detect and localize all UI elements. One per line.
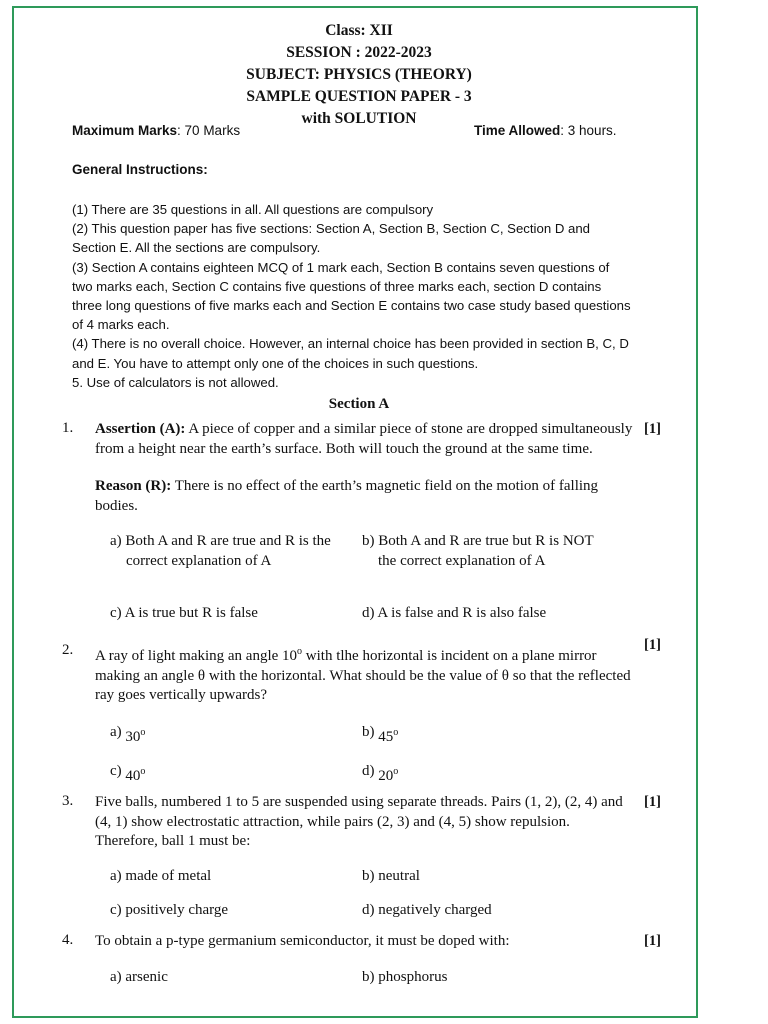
question-3-option-d[interactable]: d) negatively charged [362, 902, 492, 918]
question-1-reason [95, 477, 635, 516]
question-2-text [95, 642, 635, 706]
instructions-title: General Instructions: [72, 162, 208, 177]
instruction-item: 5. Use of calculators is not allowed. [72, 374, 279, 390]
solution-heading: with SOLUTION [301, 110, 417, 127]
question-4-text: To obtain a p-type germanium semiconductor, it must be doped with: [95, 933, 510, 949]
question-1-option-a[interactable]: a) Both A and R are true and R is the correct explanation of A [110, 533, 331, 569]
question-3-text: Five balls, numbered 1 to 5 are suspended using separate threads. Pairs (1, 2), (2, 4) and (4, 1) show electrostatic attraction, while pairs (2, 3) and (4, 5) show repulsion. Therefore, ball 1 must be: [95, 794, 623, 849]
question-1-option-b[interactable]: b) Both A and R are true but R is NOT the correct explanation of A [362, 533, 594, 569]
degree-superscript: o [297, 646, 303, 657]
question-2-text-a: A ray of light making an angle 10 [95, 648, 298, 664]
max-marks [72, 123, 240, 138]
question-3-option-a[interactable]: a) made of metal [110, 868, 212, 884]
subject-heading: SUBJECT: PHYSICS (THEORY) [246, 66, 472, 83]
option-label: a) [110, 724, 122, 740]
time-allowed-value: : 3 hours. [560, 123, 617, 138]
option-label: c) [110, 763, 122, 779]
instructions-list [72, 200, 632, 392]
option-label: d) [362, 763, 375, 779]
max-marks-label: Maximum Marks [72, 123, 178, 138]
option-label: b) [362, 724, 375, 740]
question-3-option-c[interactable]: c) positively charge [110, 902, 229, 918]
question-1-assertion [95, 420, 635, 459]
question-4-option-b[interactable]: b) phosphorus [362, 969, 448, 985]
question-4-option-a[interactable]: a) arsenic [110, 969, 168, 985]
instruction-item: (2) This question paper has five sections: Section A, Section B, Section C, Section D and Section E. All the sections are compulsory. [72, 221, 591, 256]
reason-label: Reason (R): [95, 478, 172, 494]
session-heading: SESSION : 2022-2023 [286, 44, 432, 61]
instruction-item: (3) Section A contains eighteen MCQ of 1 mark each, Section B contains seven questions of two marks each, Section C contains five questions of three marks each, section D contains three long questions of five marks each and Section E contains two case study based questions of 4 marks each. [72, 259, 631, 333]
option-value: 40$^o$ [125, 766, 146, 784]
question-1-number: 1. [62, 420, 74, 436]
question-3-option-b[interactable]: b) neutral [362, 868, 420, 884]
question-1-marks: [1] [644, 421, 661, 437]
question-2-option-b[interactable] [362, 718, 398, 743]
section-a-title: Section A [328, 396, 390, 412]
option-value: 20$^o$ [378, 766, 399, 784]
option-value: 45$^o$ [378, 727, 399, 745]
time-allowed-label: Time Allowed [474, 123, 561, 138]
question-4-number: 4. [62, 932, 74, 948]
question-2-marks: [1] [644, 637, 661, 653]
question-1-option-d[interactable]: d) A is false and R is also false [362, 605, 547, 621]
option-value: 30$^o$ [125, 727, 146, 745]
question-1-option-c[interactable]: c) A is true but R is false [110, 605, 258, 621]
question-4-marks: [1] [644, 933, 661, 949]
question-2-option-d[interactable] [362, 757, 398, 782]
question-2-option-a[interactable] [110, 718, 145, 743]
question-3-number: 3. [62, 793, 74, 809]
assertion-text: A piece of copper and a similar piece of stone are dropped simultaneously from a height near the earth’s surface. Both will touch the ground at the same time. [95, 421, 633, 457]
reason-text: There is no effect of the earth’s magnetic field on the motion of falling bodies. [95, 478, 599, 514]
paper-heading: SAMPLE QUESTION PAPER - 3 [246, 88, 472, 105]
max-marks-value: : 70 Marks [177, 123, 241, 138]
question-2-text-b: with tlhe horizontal is incident on a plane mirror making an angle θ with the horizontal. What should be the value of θ so that the reflected ray goes vertically upwards? [95, 648, 631, 703]
question-2-number: 2. [62, 642, 74, 658]
question-2-option-c[interactable] [110, 757, 145, 782]
time-allowed [474, 123, 617, 138]
instruction-item: (1) There are 35 questions in all. All questions are compulsory [72, 202, 434, 217]
instruction-item: (4) There is no overall choice. However, an internal choice has been provided in section B, C, D and E. You have to attempt only one of the choices in such questions. [72, 336, 629, 371]
class-heading: Class: XII [325, 22, 393, 39]
assertion-label: Assertion (A): [95, 421, 186, 437]
question-3-marks: [1] [644, 794, 661, 810]
